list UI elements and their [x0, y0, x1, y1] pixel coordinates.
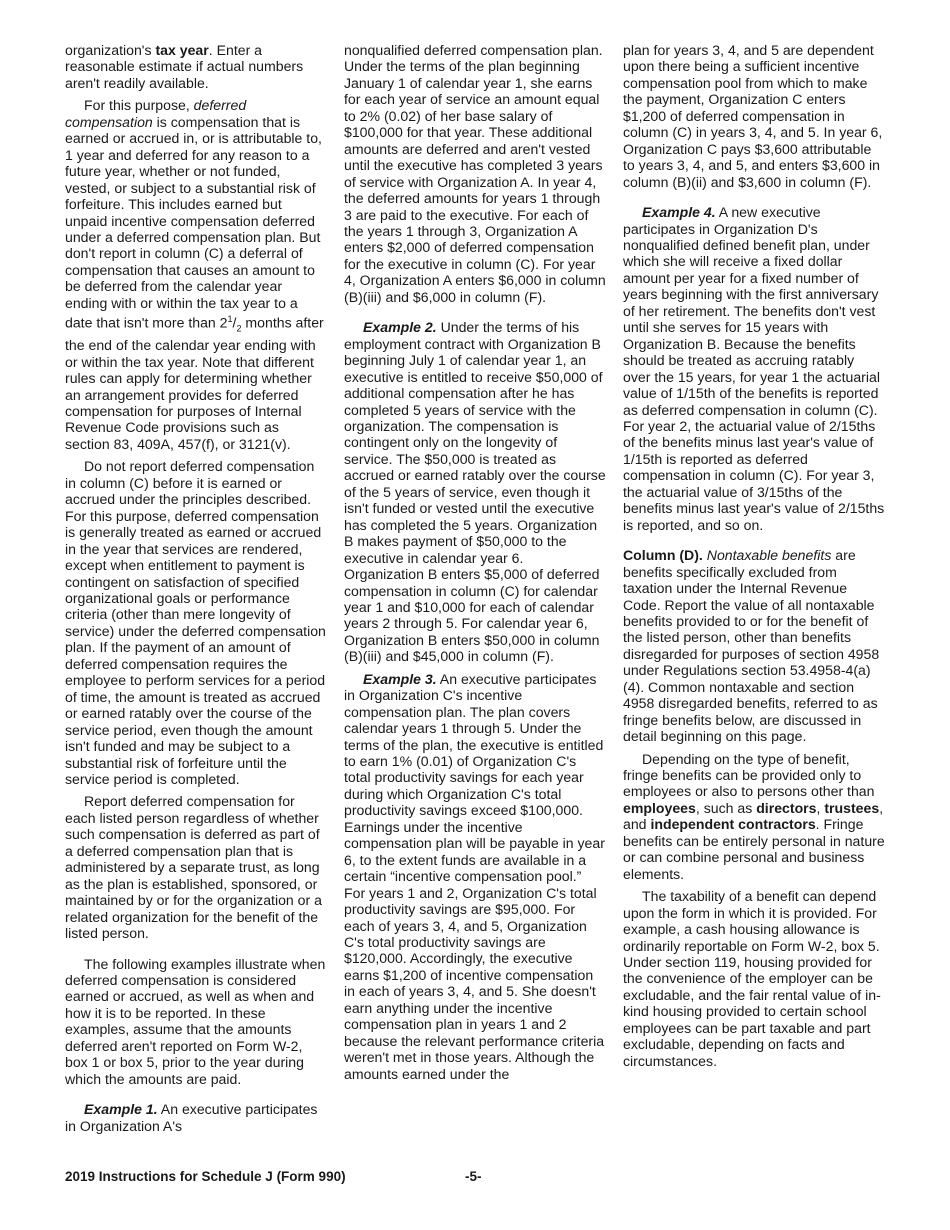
section-heading: Column (D).	[623, 547, 703, 564]
paragraph: nonqualified deferred compensation plan. Under the terms of the plan beginning January 1 of calendar year 1, she earns for each year of service an amount equal to 2% (0.02) of her base salary of $100,000 for that year. These additional amounts are deferred and aren't vested until the executive has completed 3 years of service with Organization A. In year 4, the deferred amounts for years 1 through 3 are paid to the executive. For each of the years 1 through 3, Organization A enters $2,000 of deferred compensation for the executive in column (C). For year 4, Organization A enters $6,000 in column (B)(iii) and $6,000 in column (F).	[344, 42, 606, 305]
column-d-paragraph: Column (D). Nontaxable benefits are benefits specifically excluded from taxation under the Internal Revenue Code. Report the value of all nontaxable benefits provided to or for the benefit of the listed person, other than benefits disregarded for purposes of section 4958 under Regulations section 53.4958-4(a)(4). Common nontaxable and section 4958 disregarded benefits, referred to as fringe benefits below, are discussed in detail beginning on this page.	[623, 547, 880, 745]
paragraph: Depending on the type of benefit, fringe benefits can be provided only to employees or also to persons other than employees, such as directors, trustees, and independent contractors. Fringe benefits can be entirely personal in nature or can combine personal and business elements.	[623, 750, 885, 882]
example-label: Example 3.	[363, 670, 437, 687]
example-label: Example 1.	[84, 1101, 158, 1118]
paragraph: The taxability of a benefit can depend upon the form in which it is provided. For example, a cash housing allowance is ordinarily reportable on Form W-2, box 5. Under section 119, housing provided for the convenience of the employer can be excludable, and the fair rental value of in-kind housing provided to certain school employees can be part taxable and part excludable, depending on facts and circumstances.	[623, 888, 881, 1069]
page-number: -5-	[465, 1169, 482, 1184]
example-label: Example 2.	[363, 319, 437, 336]
example-1-paragraph: Example 1. An executive participates in Organization A's	[65, 1101, 318, 1134]
paragraph: Report deferred compensation for each listed person regardless of whether such compensation is deferred as part of a deferred compensation plan that is administered by a separate trust, as long as the plan is established, sponsored, or maintained by or for the organization or a related organization for the benefit of the listed person.	[65, 793, 322, 942]
paragraph: organization's tax year. Enter a reasonable estimate if actual numbers aren't readily available.	[65, 42, 304, 91]
footer-title: 2019 Instructions for Schedule J (Form 990)	[65, 1169, 346, 1184]
example-3-paragraph: Example 3. An executive participates in Organization C's incentive compensation plan. The plan covers calendar years 1 through 5. Under the terms of the plan, the executive is entitled to earn 1% (0.01) of Organization C's total productivity savings for each year during which Organization C's total productivity savings exceed $100,000. Earnings under the incentive compensation plan will be payable in year 6, to the extent funds are available in a certain “incentive compensation pool.” For years 1 and 2, Organization C's total productivity savings are $95,000. For each of years 3, 4, and 5, Organization C's total productivity savings are $120,000. Accordingly, the executive earns $1,200 of incentive compensation in each of years 3, 4, and 5. She doesn't earn anything under the incentive compensation plan in years 1 and 2 because the relevant performance criteria weren't met in those years. Although the amounts earned under the	[344, 670, 605, 1082]
paragraph: The following examples illustrate when deferred compensation is considered earned or accrued, as well as when and how it is to be reported. In these examples, assume that the amounts deferred aren't reported on Form W-2, box 1 or box 5, prior to the year during which the amounts are paid.	[65, 955, 326, 1087]
column-right	[623, 42, 885, 1075]
example-label: Example 4.	[642, 204, 716, 221]
paragraph: For this purpose, deferred compensation is compensation that is earned or accrued in, or is attributable to, 1 year and deferred for any reason to a future year, whether or not funded, vested, or subject to a substantial risk of forfeiture. This includes earned but unpaid incentive compensation deferred under a deferred compensation plan. But don't report in column (C) a deferral of compensation that causes an amount to be deferred from the calendar year ending with or within the tax year to a date that isn't more than $2^1/_2$ months after the end of the calendar year ending with or within the tax year. Note that different rules can apply for determining whether an arrangement provides for deferred compensation for purposes of Internal Revenue Code provisions such as section 83, 409A, 457(f), or 3121(v).	[65, 97, 324, 452]
paragraph: Do not report deferred compensation in column (C) before it is earned or accrued under the principles described. For this purpose, deferred compensation is generally treated as earned or accrued in the year that services are rendered, except when entitlement to payment is contingent on satisfaction of specified organizational goals or performance criteria (other than mere longevity of service) under the deferred compensation plan. If the payment of an amount of deferred compensation requires the employee to perform services for a period of time, the amount is treated as accrued or earned ratably over the course of the service period, even though the amount isn't funded and may be subject to a substantial risk of forfeiture until the service period is completed.	[65, 458, 326, 787]
page-footer	[65, 1169, 885, 1187]
column-left	[65, 42, 327, 1140]
paragraph: plan for years 3, 4, and 5 are dependent upon there being a sufficient incentive compensation pool from which to make the payment, Organization C enters $1,200 of deferred compensation in column (C) in years 3, 4, and 5. In year 6, Organization C pays $3,600 attributable to years 3, 4, and 5, and enters $3,600 in column (B)(ii) and $3,600 in column (F).	[623, 42, 883, 190]
example-4-paragraph: Example 4. A new executive participates in Organization D's nonqualified defined benefit plan, under which she will receive a fixed dollar amount per year for a fixed number of years beginning with the first anniversary of her retirement. The benefits don't vest until she serves for 15 years with Organization B. Because the benefits should be treated as accruing ratably over the 15 years, for year 1 the actuarial value of 1/15th of the benefits is reported as deferred compensation in column (C). For year 2, the actuarial value of 2/15ths of the benefits minus last year's value of 1/15th is reported as deferred compensation in column (C). For year 3, the actuarial value of 3/15ths of the benefits minus last year's value of 2/15ths is reported, and so on.	[623, 204, 885, 533]
example-2-paragraph: Example 2. Under the terms of his employment contract with Organization B beginning July 1 of calendar year 1, an executive is entitled to receive $50,000 of additional compensation after he has completed 5 years of service with the organization. The compensation is contingent only on the longevity of service. The $50,000 is treated as accrued or earned ratably over the course of the 5 years of service, even though it isn't funded or vested until the executive has completed the 5 years. Organization B makes payment of $50,000 to the executive in calendar year 6. Organization B enters $5,000 of deferred compensation in column (C) for calendar year 1 and $10,000 for each of calendar years 2 through 5. For calendar year 6, Organization B enters $50,000 in column (B)(iii) and $45,000 in column (F).	[344, 319, 606, 665]
column-middle	[344, 42, 606, 1088]
